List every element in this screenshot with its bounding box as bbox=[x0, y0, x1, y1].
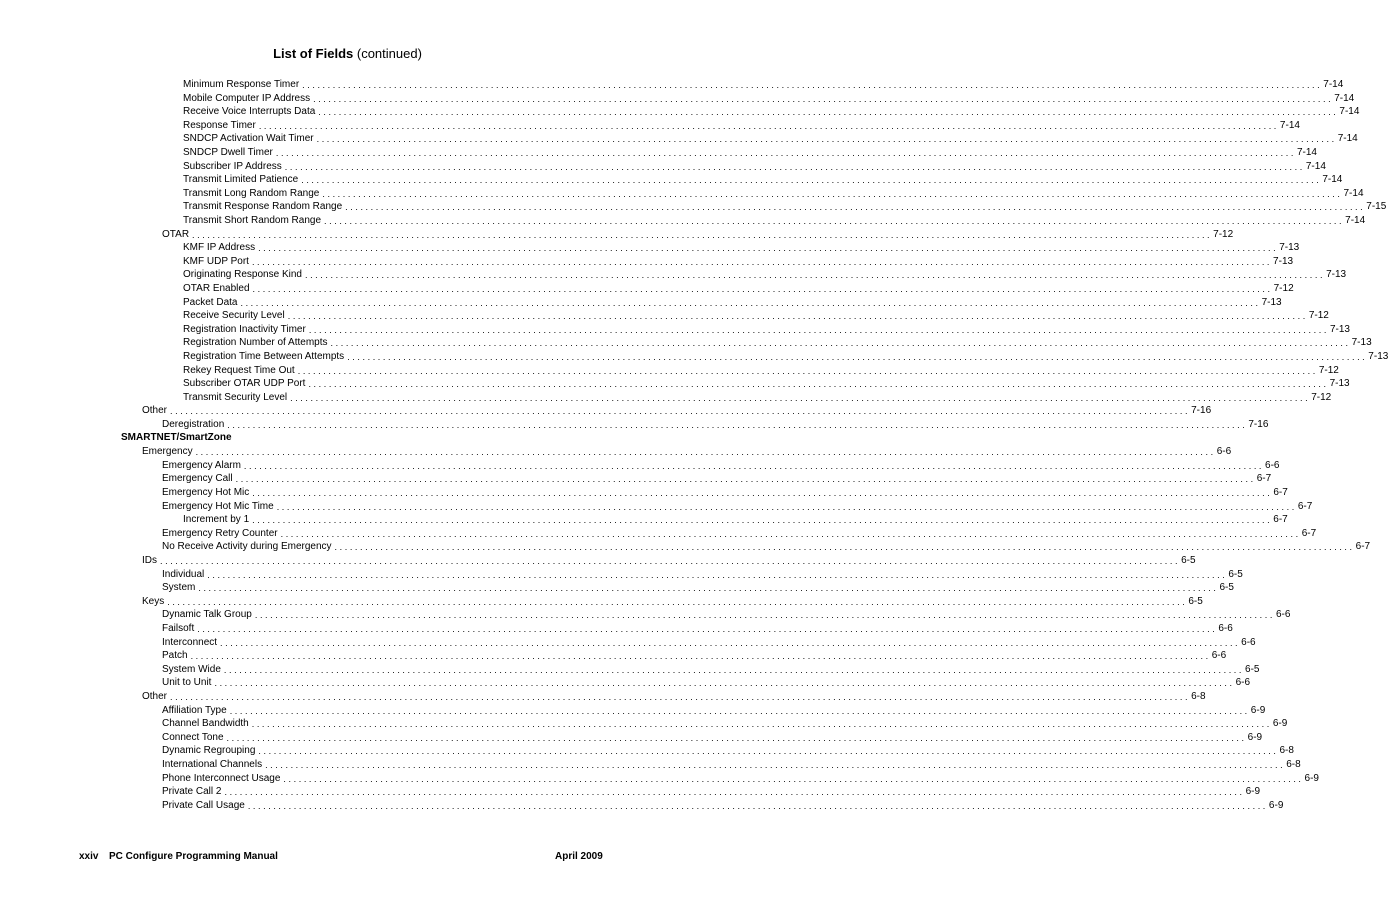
toc-entry-page: 7-15 bbox=[1366, 201, 1387, 213]
toc-entry[interactable] bbox=[162, 636, 1256, 649]
toc-entry[interactable] bbox=[183, 146, 1317, 159]
toc-dot-leader: ........................................................................................................................................................................................................ bbox=[265, 760, 1286, 770]
toc-entry-page: 7-14 bbox=[1343, 187, 1364, 199]
toc-entry[interactable] bbox=[183, 105, 1360, 118]
toc-entry-page: 6-9 bbox=[1272, 718, 1288, 730]
toc-entry[interactable] bbox=[183, 255, 1294, 268]
toc-dot-leader: ........................................................................................................................................................................................................ bbox=[223, 664, 1245, 675]
toc-entry-label: Rekey Request Time Out bbox=[183, 364, 295, 376]
toc-entry-label: Transmit Long Random Range bbox=[183, 187, 320, 199]
toc-entry[interactable] bbox=[183, 200, 1387, 213]
toc-entry-label: Emergency Hot Mic bbox=[162, 487, 250, 498]
toc-entry[interactable] bbox=[162, 744, 1294, 757]
toc-entry[interactable] bbox=[162, 459, 1280, 472]
toc-entry-page: 7-14 bbox=[1345, 215, 1366, 226]
toc-dot-leader: ........................................................................................................................................................................................................ bbox=[207, 569, 1228, 580]
toc-entry-label: Emergency Hot Mic Time bbox=[162, 500, 274, 512]
toc-entry-label: Private Call Usage bbox=[162, 799, 245, 811]
toc-entry-page: 6-7 bbox=[1355, 541, 1371, 553]
toc-entry-page: 7-13 bbox=[1326, 269, 1347, 281]
toc-dot-leader: ........................................................................................................................................................................................................ bbox=[192, 229, 1213, 240]
toc-entry[interactable] bbox=[183, 391, 1332, 404]
toc-entry[interactable] bbox=[183, 296, 1282, 309]
toc-entry[interactable] bbox=[162, 486, 1288, 499]
toc-entry-label: Transmit Limited Patience bbox=[183, 174, 299, 186]
toc-dot-leader: ........................................................................................................................................................................................................ bbox=[252, 515, 1273, 526]
toc-entry-label: Response Timer bbox=[183, 119, 256, 131]
toc-dot-leader: ........................................................................................................................................................................................................ bbox=[297, 365, 1318, 376]
toc-dot-leader: ........................................................................................................................................................................................................ bbox=[254, 610, 1275, 621]
toc-entry-label: Originating Response Kind bbox=[183, 269, 302, 281]
toc-entry-page: 7-14 bbox=[1334, 92, 1355, 104]
toc-entry-label: KMF UDP Port bbox=[183, 255, 249, 267]
toc-dot-leader: ........................................................................................................................................................................................................ bbox=[322, 188, 1343, 199]
toc-dot-leader: ........................................................................................................................................................................................................ bbox=[347, 352, 1368, 362]
toc-entry-page: 7-12 bbox=[1308, 310, 1329, 322]
toc-entry[interactable] bbox=[183, 336, 1372, 349]
toc-entry[interactable] bbox=[183, 282, 1294, 295]
toc-entry[interactable] bbox=[162, 472, 1272, 485]
toc-entry[interactable] bbox=[162, 717, 1288, 730]
toc-entry-page: 6-6 bbox=[1235, 677, 1251, 689]
toc-entry[interactable] bbox=[162, 799, 1284, 812]
toc-dot-leader: ........................................................................................................................................................................................................ bbox=[308, 379, 1329, 390]
title-continued: (continued) bbox=[353, 46, 422, 61]
toc-entry-page: 7-14 bbox=[1305, 160, 1326, 172]
title-main: List of Fields bbox=[273, 46, 354, 61]
toc-entry[interactable] bbox=[162, 527, 1317, 540]
toc-entry[interactable] bbox=[183, 92, 1355, 105]
toc-entry-label: Private Call 2 bbox=[162, 786, 222, 798]
toc-entry-label: Emergency Call bbox=[162, 473, 233, 485]
toc-entry-page: 7-13 bbox=[1261, 296, 1282, 308]
toc-entry-page: 6-8 bbox=[1286, 759, 1301, 770]
toc-entry-label: Emergency Retry Counter bbox=[162, 527, 278, 539]
toc-dot-leader: ........................................................................................................................................................................................................ bbox=[235, 474, 1256, 485]
toc-entry-page: 7-13 bbox=[1368, 351, 1388, 362]
toc-dot-leader: ........................................................................................................................................................................................................ bbox=[224, 787, 1245, 798]
toc-entry-page: 7-16 bbox=[1191, 405, 1212, 417]
toc-entry[interactable] bbox=[162, 704, 1266, 717]
toc-entry[interactable] bbox=[142, 595, 1203, 608]
toc-entry-label: Increment by 1 bbox=[183, 514, 250, 526]
toc-entry-page: 7-14 bbox=[1337, 133, 1358, 145]
toc-dot-leader: ........................................................................................................................................................................................................ bbox=[258, 243, 1279, 254]
toc-entry-label: OTAR bbox=[162, 228, 190, 240]
toc-entry[interactable] bbox=[162, 500, 1313, 513]
toc-entry-page: 6-6 bbox=[1211, 650, 1227, 662]
toc-dot-leader: ........................................................................................................................................................................................................ bbox=[197, 624, 1218, 634]
toc-entry-label: Emergency Alarm bbox=[162, 459, 241, 471]
toc-entry-label: Patch bbox=[162, 650, 188, 662]
toc-dot-leader: ........................................................................................................................................................................................................ bbox=[229, 705, 1250, 716]
toc-entry-label: Failsoft bbox=[162, 623, 195, 634]
toc-entry-page: 6-9 bbox=[1268, 799, 1284, 811]
toc-dot-leader: ........................................................................................................................................................................................................ bbox=[160, 556, 1181, 566]
toc-entry-page: 7-14 bbox=[1279, 119, 1300, 131]
toc-entry-label: Other bbox=[142, 405, 168, 417]
toc-dot-leader: ........................................................................................................................................................................................................ bbox=[252, 488, 1273, 498]
toc-entry[interactable] bbox=[142, 554, 1196, 567]
toc-entry-page: 6-7 bbox=[1273, 514, 1288, 526]
toc-entry-label: Registration Number of Attempts bbox=[183, 337, 328, 349]
toc-entry-page: 6-9 bbox=[1247, 731, 1263, 743]
toc-dot-leader: ........................................................................................................................................................................................................ bbox=[330, 338, 1351, 349]
toc-entry-label: System Wide bbox=[162, 663, 221, 675]
toc-dot-leader: ........................................................................................................................................................................................................ bbox=[324, 216, 1345, 226]
toc-dot-leader: ........................................................................................................................................................................................................ bbox=[251, 256, 1273, 267]
toc-entry[interactable] bbox=[183, 78, 1344, 91]
toc-entry[interactable] bbox=[183, 364, 1339, 377]
toc-entry-page: 6-8 bbox=[1191, 691, 1206, 702]
toc-entry-label: Connect Tone bbox=[162, 731, 224, 743]
toc-entry[interactable] bbox=[183, 513, 1288, 526]
toc-entry-label: SNDCP Activation Wait Timer bbox=[183, 133, 314, 145]
toc-entry-label: Receive Voice Interrupts Data bbox=[183, 106, 316, 118]
toc-entry-label: Interconnect bbox=[162, 636, 218, 648]
page-title bbox=[0, 46, 695, 61]
toc-entry[interactable] bbox=[162, 608, 1291, 621]
toc-entry-page: 7-13 bbox=[1329, 378, 1350, 390]
toc-dot-leader: ........................................................................................................................................................................................................ bbox=[243, 460, 1265, 471]
toc-entry-label: Phone Interconnect Usage bbox=[162, 772, 281, 784]
toc-dot-leader: ........................................................................................................................................................................................................ bbox=[247, 800, 1268, 811]
toc-entry-page: 7-16 bbox=[1248, 419, 1269, 430]
toc-entry[interactable] bbox=[162, 731, 1263, 744]
toc-dot-leader: ........................................................................................................................................................................................................ bbox=[251, 719, 1272, 730]
toc-entry-page: 7-13 bbox=[1351, 337, 1372, 349]
toc-dot-leader: ........................................................................................................................................................................................................ bbox=[283, 773, 1304, 784]
toc-dot-leader: ........................................................................................................................................................................................................ bbox=[198, 583, 1219, 594]
toc-dot-leader: ........................................................................................................................................................................................................ bbox=[227, 420, 1248, 430]
toc-entry-page: 6-7 bbox=[1301, 527, 1317, 539]
toc-dot-leader: ........................................................................................................................................................................................................ bbox=[276, 501, 1297, 512]
toc-entry-label: Individual bbox=[162, 568, 205, 580]
toc-dot-leader: ........................................................................................................................................................................................................ bbox=[258, 120, 1279, 131]
toc-entry-page: 6-6 bbox=[1218, 623, 1233, 634]
toc-dot-leader: ........................................................................................................................................................................................................ bbox=[301, 175, 1322, 186]
toc-entry-label: Minimum Response Timer bbox=[183, 79, 300, 90]
toc-entry[interactable] bbox=[183, 309, 1329, 322]
toc-entry[interactable] bbox=[183, 214, 1366, 227]
toc-entry[interactable] bbox=[183, 160, 1326, 173]
toc-entry-page: 7-13 bbox=[1273, 255, 1294, 267]
toc-section-heading: SMARTNET/SmartZone bbox=[121, 431, 232, 443]
toc-entry-label: Other bbox=[142, 691, 168, 702]
toc-entry-label: Receive Security Level bbox=[183, 310, 285, 322]
toc-entry-page: 6-6 bbox=[1241, 636, 1256, 648]
toc-entry[interactable] bbox=[183, 377, 1350, 390]
toc-entry-label: IDs bbox=[142, 555, 157, 566]
toc-dot-leader: ........................................................................................................................................................................................................ bbox=[195, 447, 1216, 458]
toc-entry[interactable] bbox=[142, 690, 1206, 703]
toc-entry-label: Unit to Unit bbox=[162, 677, 212, 689]
toc-dot-leader: ........................................................................................................................................................................................................ bbox=[345, 202, 1366, 213]
toc-entry[interactable] bbox=[183, 187, 1364, 200]
toc-entry[interactable] bbox=[183, 132, 1358, 145]
toc-entry-label: Transmit Response Random Range bbox=[183, 201, 343, 213]
toc-entry[interactable] bbox=[162, 228, 1234, 241]
footer-manual-title: PC Configure Programming Manual bbox=[109, 851, 278, 862]
toc-entry-label: Dynamic Regrouping bbox=[162, 745, 256, 757]
toc-entry[interactable] bbox=[162, 568, 1243, 581]
toc-dot-leader: ........................................................................................................................................................................................................ bbox=[313, 93, 1334, 104]
toc-dot-leader: ........................................................................................................................................................................................................ bbox=[214, 678, 1235, 689]
toc-entry-label: Subscriber OTAR UDP Port bbox=[183, 378, 306, 390]
toc-entry[interactable] bbox=[162, 418, 1269, 431]
footer-page-number: xxiv bbox=[79, 851, 99, 862]
toc-dot-leader: ........................................................................................................................................................................................................ bbox=[226, 732, 1247, 743]
toc-entry[interactable] bbox=[142, 445, 1232, 458]
toc-entry-label: Subscriber IP Address bbox=[183, 160, 282, 172]
toc-entry-page: 6-5 bbox=[1181, 555, 1196, 566]
toc-dot-leader: ........................................................................................................................................................................................................ bbox=[220, 637, 1241, 648]
toc-entry-label: International Channels bbox=[162, 759, 263, 770]
toc-entry-page: 7-12 bbox=[1213, 228, 1234, 240]
toc-dot-leader: ........................................................................................................................................................................................................ bbox=[170, 692, 1191, 702]
toc-entry[interactable] bbox=[162, 758, 1301, 771]
toc-entry[interactable] bbox=[183, 173, 1343, 186]
toc-entry[interactable] bbox=[162, 622, 1233, 635]
toc-entry-page: 6-6 bbox=[1265, 459, 1280, 471]
toc-entry-page: 6-7 bbox=[1297, 500, 1313, 512]
toc-entry-page: 6-6 bbox=[1216, 446, 1232, 458]
toc-entry-label: Affiliation Type bbox=[162, 704, 227, 716]
toc-entry-page: 6-5 bbox=[1219, 582, 1234, 594]
toc-entry-label: Registration Inactivity Timer bbox=[183, 323, 306, 335]
toc-entry-page: 6-7 bbox=[1256, 473, 1272, 485]
toc-dot-leader: ........................................................................................................................................................................................................ bbox=[275, 148, 1296, 158]
toc-dot-leader: ........................................................................................................................................................................................................ bbox=[167, 596, 1188, 607]
toc-dot-leader: ........................................................................................................................................................................................................ bbox=[316, 134, 1337, 145]
toc-entry-label: Transmit Security Level bbox=[183, 391, 288, 403]
toc-entry-label: SNDCP Dwell Timer bbox=[183, 147, 273, 158]
toc-entry-page: 7-14 bbox=[1296, 147, 1317, 158]
toc-dot-leader: ........................................................................................................................................................................................................ bbox=[252, 284, 1273, 294]
toc-entry[interactable] bbox=[162, 540, 1371, 553]
toc-dot-leader: ........................................................................................................................................................................................................ bbox=[287, 311, 1308, 322]
toc-dot-leader: ........................................................................................................................................................................................................ bbox=[302, 80, 1323, 90]
toc-dot-leader: ........................................................................................................................................................................................................ bbox=[304, 270, 1326, 281]
toc-entry-page: 7-14 bbox=[1323, 79, 1344, 90]
toc-entry-label: Deregistration bbox=[162, 419, 225, 430]
toc-entry[interactable] bbox=[162, 785, 1261, 798]
toc-entry[interactable] bbox=[183, 119, 1300, 132]
toc-entry[interactable] bbox=[162, 581, 1234, 594]
toc-entry-page: 7-13 bbox=[1279, 242, 1300, 254]
toc-entry-label: Registration Time Between Attempts bbox=[183, 351, 345, 362]
toc-entry-page: 6-5 bbox=[1188, 595, 1203, 607]
toc-entry[interactable] bbox=[162, 663, 1260, 676]
toc-entry-label: Packet Data bbox=[183, 296, 238, 308]
toc-entry-page: 6-9 bbox=[1250, 704, 1266, 716]
toc-entry-label: Dynamic Talk Group bbox=[162, 609, 252, 621]
toc-entry[interactable] bbox=[162, 772, 1319, 785]
toc-dot-leader: ........................................................................................................................................................................................................ bbox=[240, 297, 1261, 308]
toc-entry[interactable] bbox=[183, 268, 1347, 281]
toc-entry-label: Transmit Short Random Range bbox=[183, 215, 322, 226]
toc-entry-page: 7-12 bbox=[1311, 391, 1332, 403]
toc-dot-leader: ........................................................................................................................................................................................................ bbox=[308, 324, 1329, 335]
toc-entry-label: KMF IP Address bbox=[183, 242, 256, 254]
toc-entry-label: Emergency bbox=[142, 446, 193, 458]
toc-dot-leader: ........................................................................................................................................................................................................ bbox=[190, 651, 1211, 662]
toc-entry-page: 6-7 bbox=[1273, 487, 1288, 498]
toc-entry-label: OTAR Enabled bbox=[183, 283, 250, 294]
toc-entry[interactable] bbox=[142, 404, 1212, 417]
toc-entry-page: 7-12 bbox=[1273, 283, 1294, 294]
toc-entry-label: Channel Bandwidth bbox=[162, 718, 249, 730]
toc-dot-leader: ........................................................................................................................................................................................................ bbox=[318, 107, 1339, 118]
toc-dot-leader: ........................................................................................................................................................................................................ bbox=[258, 746, 1279, 757]
toc-entry-page: 6-9 bbox=[1304, 772, 1319, 784]
toc-entry-page: 6-6 bbox=[1275, 609, 1291, 621]
toc-entry-page: 6-8 bbox=[1279, 745, 1294, 757]
toc-entry-label: Mobile Computer IP Address bbox=[183, 92, 311, 104]
toc-entry-page: 6-9 bbox=[1245, 786, 1261, 798]
toc-entry-page: 6-5 bbox=[1245, 663, 1260, 675]
toc-entry-label: No Receive Activity during Emergency bbox=[162, 541, 332, 553]
toc-entry[interactable] bbox=[183, 241, 1300, 254]
toc-dot-leader: ........................................................................................................................................................................................................ bbox=[284, 161, 1305, 172]
toc-dot-leader: ........................................................................................................................................................................................................ bbox=[290, 392, 1311, 403]
toc-entry[interactable] bbox=[183, 350, 1388, 363]
toc-entry-page: 7-14 bbox=[1322, 174, 1343, 186]
toc-dot-leader: ........................................................................................................................................................................................................ bbox=[280, 528, 1301, 539]
toc-entry[interactable] bbox=[162, 649, 1227, 662]
toc-dot-leader: ........................................................................................................................................................................................................ bbox=[170, 406, 1191, 417]
toc-entry-page: 7-14 bbox=[1339, 106, 1360, 118]
toc-entry-page: 7-12 bbox=[1318, 364, 1339, 376]
footer-date: April 2009 bbox=[555, 851, 603, 862]
toc-entry-page: 7-13 bbox=[1329, 323, 1350, 335]
toc-entry-page: 6-5 bbox=[1228, 568, 1243, 580]
toc-dot-leader: ........................................................................................................................................................................................................ bbox=[334, 542, 1355, 553]
toc-entry-label: Keys bbox=[142, 595, 165, 607]
toc-entry[interactable] bbox=[183, 323, 1350, 336]
toc-entry[interactable] bbox=[162, 676, 1251, 689]
toc-entry-label: System bbox=[162, 582, 196, 594]
